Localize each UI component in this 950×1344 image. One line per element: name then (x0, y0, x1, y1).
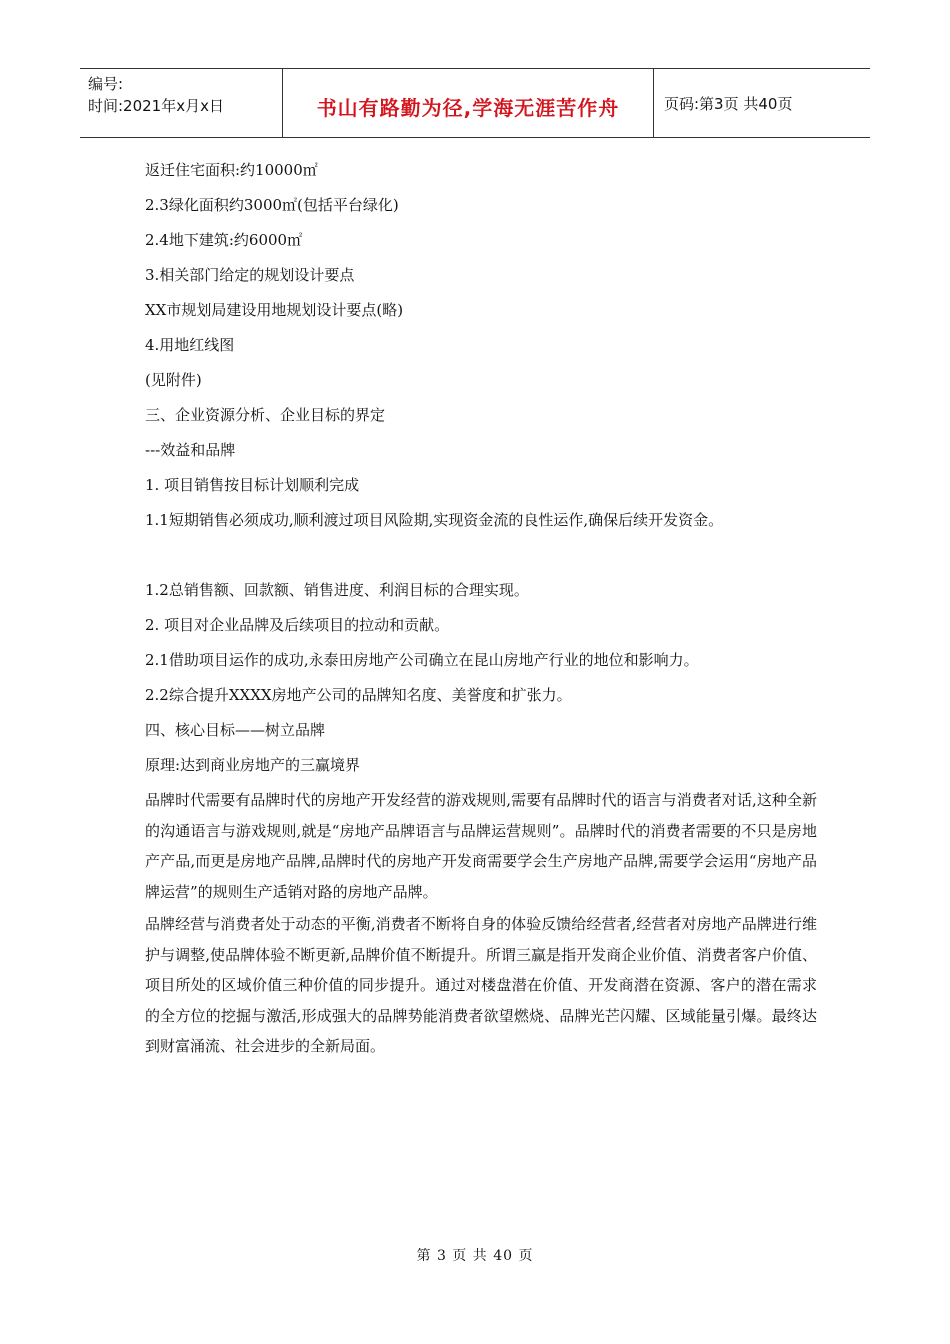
text-line: 1.2总销售额、回款额、销售进度、利润目标的合理实现。 (145, 581, 529, 599)
text-line: 原理:达到商业房地产的三赢境界 (145, 756, 361, 774)
header-motto: 书山有路勤为径,学海无涯苦作舟 (282, 69, 654, 137)
text-line: 2.1借助项目运作的成功,永泰田房地产公司确立在昆山房地产行业的地位和影响力。 (145, 651, 699, 669)
header-info (80, 69, 282, 137)
paragraph: 品牌经营与消费者处于动态的平衡,消费者不断将自身的体验反馈给经营者,经营者对房地产品牌进行维护与调整,使品牌体验不断更新,品牌价值不断提升。所谓三赢是指开发商企业价值、消费者客户价值、项目所处的区域价值三种价值的同步提升。通过对楼盘潜在价值、开发商潜在资源、客户的潜在需求的全方位的挖掘与激活,形成强大的品牌势能消费者欲望燃烧、品牌光芒闪耀、区域能量引爆。最终达到财富涌流、社会进步的全新局面。 (145, 915, 817, 1055)
text-line: XX市规划局建设用地规划设计要点(略) (145, 301, 404, 319)
text-line: 2.3绿化面积约3000㎡(包括平台绿化) (145, 196, 399, 214)
text-line: ---效益和品牌 (145, 441, 236, 459)
text-line: 1.1短期销售必须成功,顺利渡过项目风险期,实现资金流的良性运作,确保后续开发资金。 (145, 511, 724, 529)
page-footer: 第 3 页 共 40 页 (416, 1248, 534, 1264)
header-page-code: 页码:第3页 共40页 (664, 94, 793, 113)
text-line: 2. 项目对企业品牌及后续项目的拉动和贡献。 (145, 616, 450, 634)
time-label: 时间:2021年x月x日 (88, 97, 224, 115)
text-line: 3.相关部门给定的规划设计要点 (145, 266, 355, 284)
text-line: 1. 项目销售按目标计划顺利完成 (145, 476, 360, 494)
number-label: 编号: (88, 75, 124, 93)
section-heading: 三、企业资源分析、企业目标的界定 (145, 406, 386, 424)
text-line: 4.用地红线图 (145, 336, 235, 354)
section-heading: 四、核心目标——树立品牌 (145, 721, 326, 739)
text-line: 2.4地下建筑:约6000㎡ (145, 231, 303, 249)
paragraph: 品牌时代需要有品牌时代的房地产开发经营的游戏规则,需要有品牌时代的语言与消费者对话,这种全新的沟通语言与游戏规则,就是“房地产品牌语言与品牌运营规则”。品牌时代的消费者需要的不只是房地产产品,而更是房地产品牌,品牌时代的房地产开发商需要学会生产房地产品牌,需要学会运用“房地产品牌运营”的规则生产适销对路的房地产品牌。 (145, 791, 817, 901)
text-line: 2.2综合提升XXXX房地产公司的品牌知名度、美誉度和扩张力。 (145, 686, 572, 704)
document-body (145, 153, 817, 1062)
page-header (80, 68, 870, 138)
blank-line (145, 538, 817, 573)
text-line: (见附件) (145, 371, 202, 389)
text-line: 返迁住宅面积:约10000㎡ (145, 161, 318, 179)
